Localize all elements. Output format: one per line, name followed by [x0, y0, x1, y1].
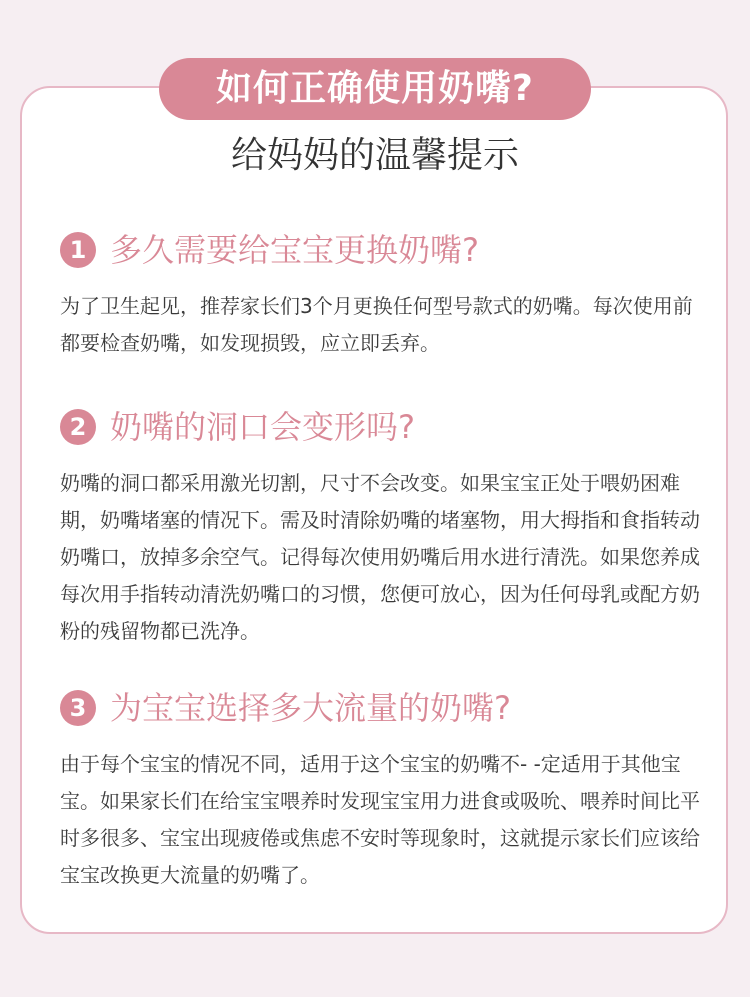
- section-heading: [60, 684, 700, 732]
- section-title-1: 多久需要给宝宝更换奶嘴?: [110, 231, 479, 269]
- section-body-1: 为了卫生起见，推荐家长们3个月更换任何型号款式的奶嘴。每次使用前都要检查奶嘴，如发现损毁，应立即丢弃。: [60, 294, 693, 355]
- page-subtitle: 给妈妈的温馨提示: [230, 135, 519, 176]
- tip-section-3: [60, 684, 700, 894]
- tip-section-1: [60, 226, 700, 362]
- number-badge-2: 2: [60, 409, 96, 445]
- section-heading: [60, 403, 700, 451]
- section-body-3: 由于每个宝宝的情况不同，适用于这个宝宝的奶嘴不- -定适用于其他宝宝。如果家长们在给宝宝喂养时发现宝宝用力进食或吸吮、喂养时间比平时多很多、宝宝出现疲倦或焦虑不安时等现象时，这就提示家长们应该给宝宝改换更大流量的奶嘴了。: [60, 752, 700, 887]
- section-body-2: 奶嘴的洞口都采用激光切割，尺寸不会改变。如果宝宝正处于喂奶困难期，奶嘴堵塞的情况下。需及时清除奶嘴的堵塞物，用大拇指和食指转动奶嘴口，放掉多余空气。记得每次使用奶嘴后用水进行清洗。如果您养成每次用手指转动清洗奶嘴口的习惯，您便可放心，因为任何母乳或配方奶粉的残留物都已洗净。: [60, 471, 700, 643]
- section-heading: [60, 226, 700, 274]
- section-title-3: 为宝宝选择多大流量的奶嘴?: [110, 689, 511, 727]
- tip-section-2: [60, 403, 700, 650]
- number-badge-3: 3: [60, 690, 96, 726]
- section-title-2: 奶嘴的洞口会变形吗?: [110, 408, 415, 446]
- page-title: 如何正确使用奶嘴?: [159, 58, 591, 120]
- number-badge-1: 1: [60, 232, 96, 268]
